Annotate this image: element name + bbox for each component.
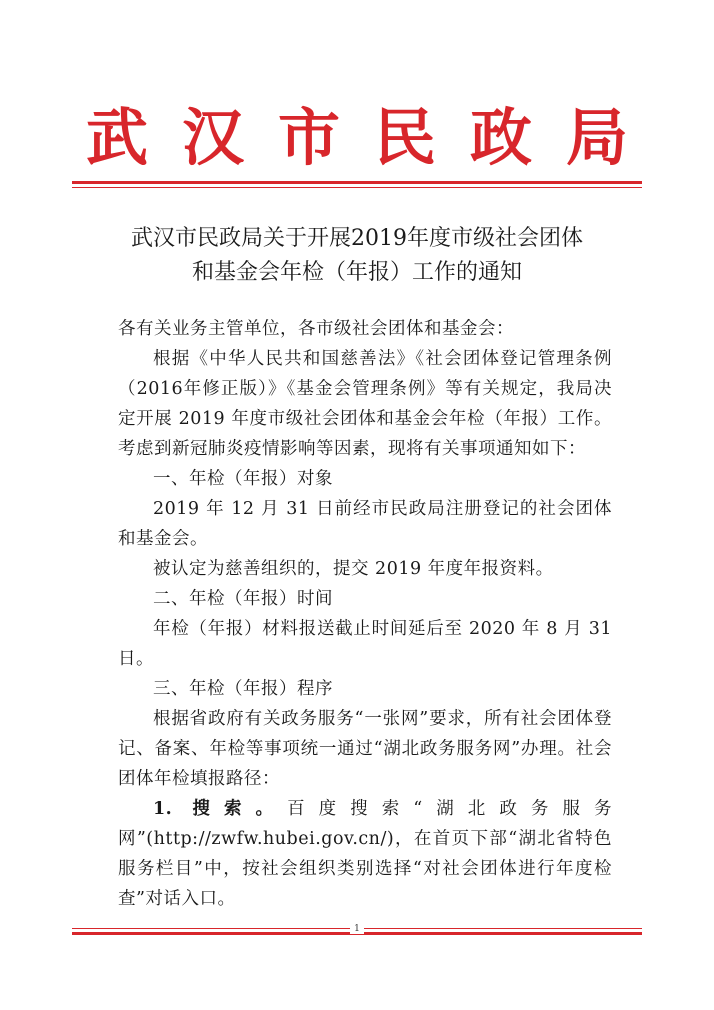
section-1-paragraph-1: 2019 年 12 月 31 日前经市民政局注册登记的社会团体和基金会。 bbox=[118, 499, 612, 549]
document-title bbox=[80, 222, 634, 290]
masthead-title: 武汉市民政局 bbox=[85, 101, 662, 174]
salutation: 各有关业务主管单位，各市级社会团体和基金会： bbox=[118, 319, 514, 339]
masthead-rule-thick bbox=[72, 181, 642, 184]
section-1-heading: 一、年检（年报）对象 bbox=[153, 469, 333, 489]
section-2-paragraph-1: 年检（年报）材料报送截止时间延后至 2020 年 8 月 31 日。 bbox=[118, 619, 612, 669]
section-3-paragraph-1: 根据省政府有关政务服务“一张网”要求，所有社会团体登记、备案、年检等事项统一通过“湖北政务服务网”办理。社会团体年检填报路径： bbox=[118, 709, 612, 789]
masthead-rule-thin bbox=[72, 187, 642, 188]
title-line-2: 和基金会年检（年报）工作的通知 bbox=[191, 260, 522, 285]
intro-paragraph: 根据《中华人民共和国慈善法》《社会团体登记管理条例（2016年修正版）》《基金会管理条例》等有关规定，我局决定开展 2019 年度市级社会团体和基金会年检（年报）工作。考虑到新冠肺炎疫情影响等因素，现将有关事项通知如下： bbox=[118, 349, 612, 459]
section-2-heading: 二、年检（年报）时间 bbox=[153, 589, 333, 609]
title-line-1: 武汉市民政局关于开展2019年度市级社会团体 bbox=[131, 226, 583, 251]
page-number: 1 bbox=[350, 924, 364, 934]
section-3-heading: 三、年检（年报）程序 bbox=[153, 679, 333, 699]
step-1-label: 1. 搜索。 bbox=[153, 799, 288, 819]
section-1-paragraph-2: 被认定为慈善组织的，提交 2019 年度年报资料。 bbox=[153, 559, 554, 579]
document-body bbox=[118, 314, 612, 914]
step-1-paragraph bbox=[118, 794, 612, 914]
step-1-text: 百度搜索“湖北政务服务网”(http://zwfw.hubei.gov.cn/)，在首页下部“湖北省特色服务栏目”中，按社会组织类别选择“对社会团体进行年度检查”对话入口。 bbox=[118, 799, 612, 909]
